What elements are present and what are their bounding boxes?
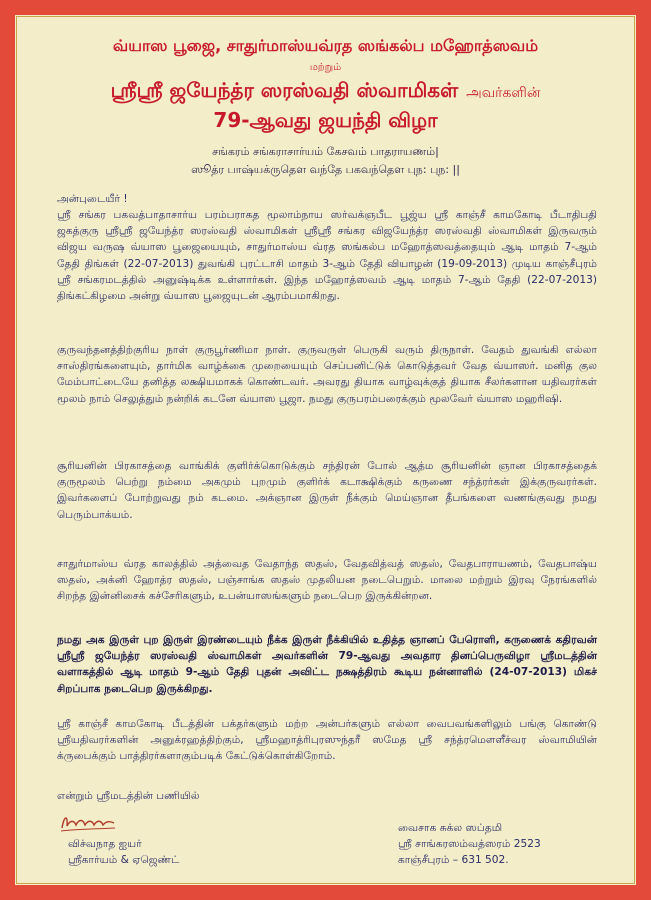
paragraph-1: ஸ்ரீ சங்கர பகவத்பாதாசார்ய பரம்பராகத மூலாம்நாய ஸர்வக்ஞபீட பூஜ்ய ஸ்ரீ காஞ்சீ காமகோடி பீடாதிபதி ஜகத்குரு ஸ்ரீஸ்ரீ ஜயேந்த்ர ஸரஸ்வதி ஸ்வாமிகள் ஸ்ரீஸ்ரீ சங்கர விஜயேந்த்ர ஸரஸ்வதி ஸ்வாமிகள் இருவரும் விஜய வருஷ வ்யாஸ பூஜையையும், சாதுர்மாஸ்ய வ்ரத ஸங்கல்ப மஹோத்ஸவத்தையும் ஆடி மாதம் 7-ஆம் தேதி திங்கள் (22-07-2013) துவங்கி புரட்டாசி மாதம் 3-ஆம் தேதி வியாழன் (19-09-2013) முடிய காஞ்சீபுரம் ஸ்ரீ சங்கரமடத்தில் அனுஷ்டிக்க உள்ளார்கள். இந்த மஹோத்ஸவம் ஆடி மாதம் 7-ஆம் தேதி (22-07-2013) திங்கட்கிழமை அன்று வ்யாஸ பூஜையுடன் ஆரம்பமாகிறது. (57, 209, 597, 303)
verse-line2: ஸூத்ர பாஷ்யக்ருதௌ வந்தே பகவந்தௌ புந: புந: || (191, 163, 460, 176)
date-line2: ஸ்ரீ சாங்கரஸம்வத்ஸரம் 2523 (398, 838, 541, 850)
header-line2-main: ஸ்ரீஸ்ரீ ஜயேந்த்ர ஸரஸ்வதி ஸ்வாமிகள் (110, 78, 459, 102)
header-line1: வ்யாஸ பூஜை, சாதுர்மாஸ்யவ்ரத ஸங்கல்ப மஹோத்ஸவம் (112, 36, 539, 55)
header-connector: மற்றும் (309, 62, 342, 73)
signatory-name: விச்வநாத ஐயர் (68, 838, 142, 850)
signatory-role: ஸ்ரீகார்யம் & ஏஜெண்ட் (68, 854, 180, 866)
header-line2-suffix: அவர்களின் (466, 85, 541, 101)
paragraph-3: சூரியனின் பிரகாசத்தை வாங்கிக் குளிர்க்கொடுக்கும் சந்திரன் போல் ஆத்ம சூரியனின் ஞான பிரகாசத்தைக் குருமூலம் பெற்று நம்மை அகமும் புறமும் குளிர்க் கடாக்ஷிக்கும் கருணை சந்த்ரர்கள் இக்குருவரர்கள். இவர்களைப் போற்றுவது நம் கடமை. அக்ஞான இருள் நீக்கும் மெய்ஞான தீபங்களை வணங்குவது நமது பெரும்பாக்யம். (57, 460, 597, 521)
date-line3: காஞ்சீபுரம் – 631 502. (398, 854, 509, 866)
paragraph-4: சாதுர்மாஸ்ய வ்ரத காலத்தில் அத்வைத வேதாந்த ஸதஸ், வேதவித்வத் ஸதஸ், வேதபாராயணம், வேதபாஷ்ய ஸதஸ், அக்னி ஹோத்ர ஸதஸ், பஞ்சாங்க ஸதஸ் முதலியன நடைபெறும். மாலை மற்றும் இரவு நேரங்களில் சிறந்த இன்னிசைக் கச்சேரிகளும், உபன்யாஸங்களும் நடைபெற இருக்கின்றன. (57, 558, 597, 603)
salutation: அன்புடையீர் ! (57, 193, 128, 205)
paragraph-2: குருவந்தனத்திற்குரிய நாள் குருபூர்ணிமா நாள். குருவருள் பெருகி வரும் திருநாள். வேதம் துவங்கி எல்லா சாஸ்திரங்களையும், தார்மிக வாழ்க்கை முறையையும் செப்பனிட்டுக் கொடுத்தவர் வேத வ்யாஸர். மனித குல மேம்பாட்டையே தனித்த லக்ஷியமாகக் கொண்டவர். அவரது தியாக வாழ்வுக்குத் தியாக சீலர்களான யதிவரர்கள் மூலம் நாம் செலுத்தும் நன்றிக் கடனே வ்யாஸ பூஜா. நமது குருபரம்பரைக்கும் மூலவேர் வ்யாஸ மஹரிஷி. (57, 344, 597, 405)
closing-line: என்றும் ஸ்ரீமடத்தின் பணியில் (57, 790, 200, 802)
header-line3: 79-ஆவது ஜயந்தி விழா (213, 108, 438, 132)
header-line2 (20, 78, 631, 105)
paragraph-5: நமது அக இருள் புற இருள் இரண்டையும் நீக்க இருள் நீக்கியில் உதித்த ஞானப் பேரொளி, கருணைக் கதிரவன் ஸ்ரீஸ்ரீ ஜயேந்த்ர ஸரஸ்வதி ஸ்வாமிகள் அவர்களின் 79-ஆவது அவதார தினப்பெருவிழா ஸ்ரீமடத்தின் வளாகத்தில் ஆடி மாதம் 9-ஆம் தேதி புதன் அவிட்ட நக்ஷத்திரம் கூடிய நன்னாளில் (24-07-2013) மிகச் சிறப்பாக நடைபெற இருக்கிறது. (57, 634, 597, 695)
paragraph-6: ஸ்ரீ காஞ்சீ காமகோடி பீடத்தின் பக்தர்களும் மற்ற அன்பர்களும் எல்லா வைபவங்களிலும் பங்கு கொண்டு ஸ்ரீயதிவரர்களின் அனுக்ரஹத்திற்கும், ஸ்ரீமஹாத்ரிபுரஸுந்தரீ ஸமேத ஸ்ரீ சந்த்ரமௌளீச்வர ஸ்வாமியின் க்ருபைக்கும் பாத்திரர்களாகும்படிக் கேட்டுக்கொள்கிறோம். (57, 718, 597, 763)
signature-scribble (58, 810, 118, 836)
date-line1: வைசாக சுக்ல ஸப்தமி (398, 822, 503, 834)
verse-line1: சங்கரம் சங்கராசார்யம் கேசவம் பாதராயணம்| (212, 145, 439, 158)
